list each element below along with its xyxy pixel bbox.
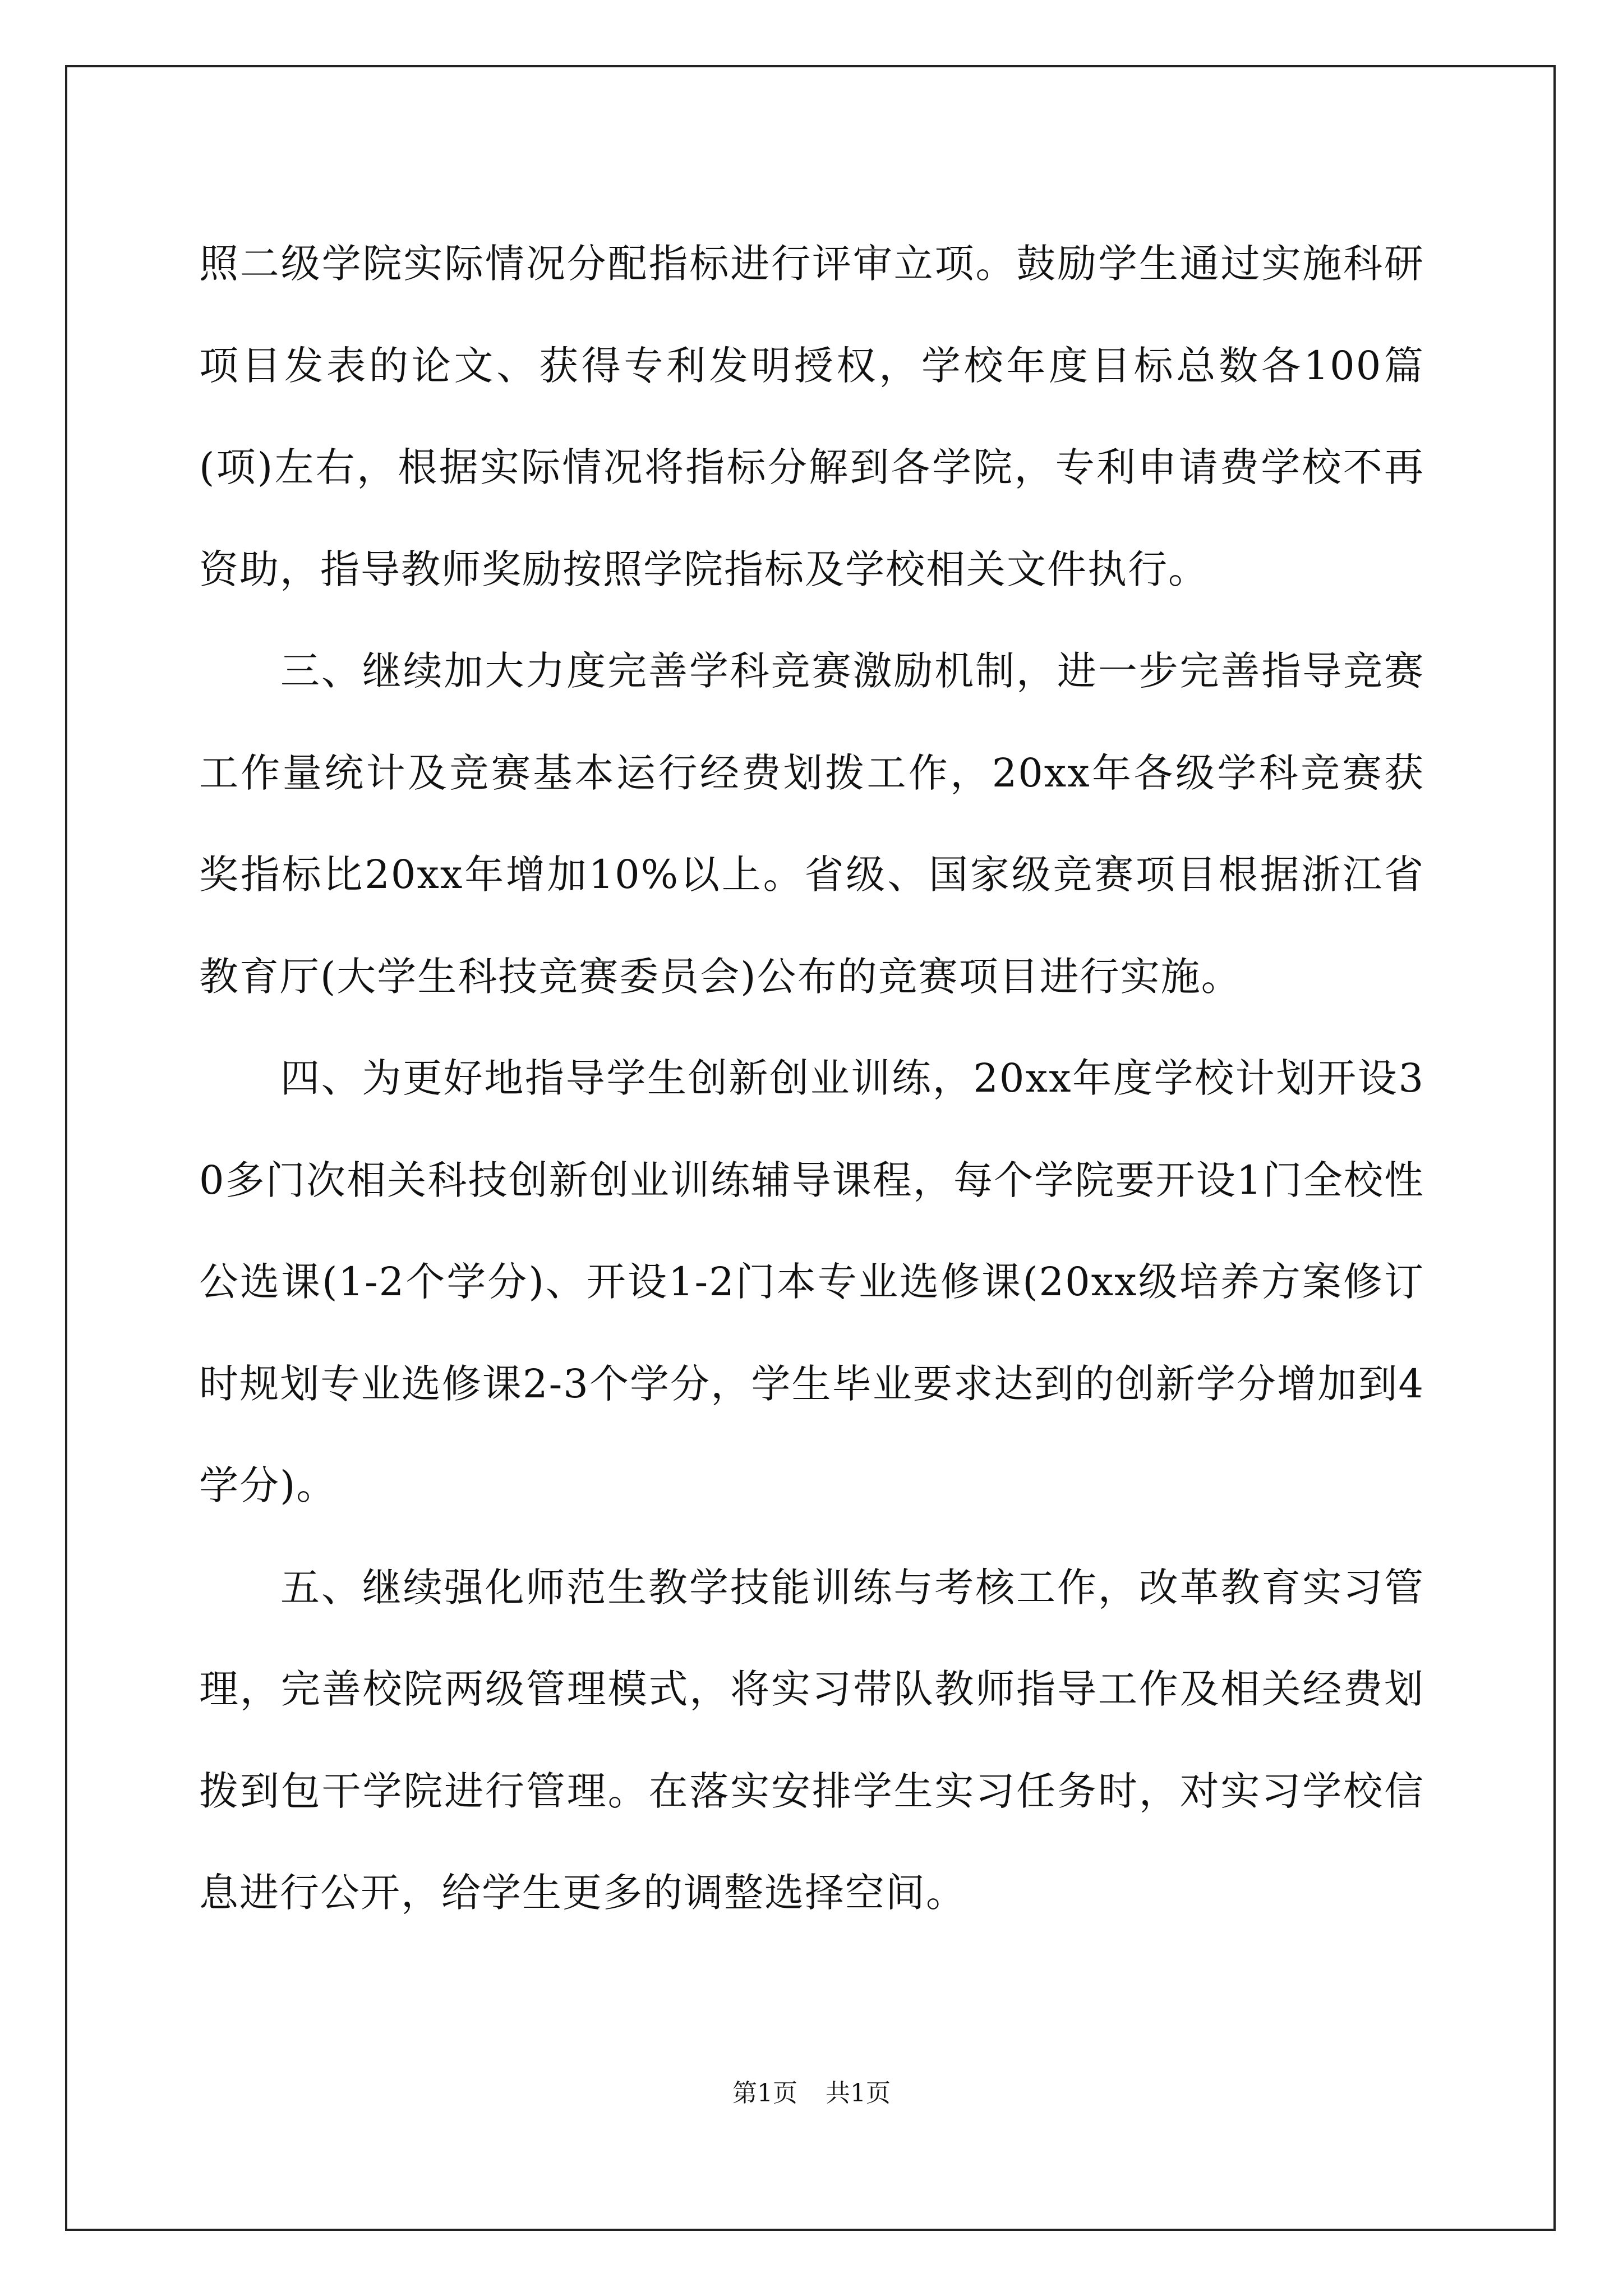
page-number: 第1页: [732, 2079, 797, 2108]
page-footer: [0, 2077, 1623, 2110]
document-body: [199, 213, 1424, 1944]
paragraph-section-five: 五、继续强化师范生教学技能训练与考核工作，改革教育实习管理，完善校院两级管理模式，将实习带队教师指导工作及相关经费划拨到包干学院进行管理。在落实安排学生实习任务时，对实习学校信息进行公开，给学生更多的调整选择空间。: [199, 1564, 1424, 1916]
paragraph-section-three: 三、继续加大力度完善学科竞赛激励机制，进一步完善指导竞赛工作量统计及竞赛基本运行经费划拨工作，20xx年各级学科竞赛获奖指标比20xx年增加10%以上。省级、国家级竞赛项目根据浙江省教育厅(大学生科技竞赛委员会)公布的竞赛项目进行实施。: [199, 648, 1424, 1000]
paragraph-section-four: 四、为更好地指导学生创新创业训练，20xx年度学校计划开设30多门次相关科技创新创业训练辅导课程，每个学院要开设1门全校性公选课(1-2个学分)、开设1-2门本专业选修课(20xx级培养方案修订时规划专业选修课2-3个学分，学生毕业要求达到的创新学分增加到4学分)。: [199, 1055, 1424, 1508]
paragraph-continuation: 照二级学院实际情况分配指标进行评审立项。鼓励学生通过实施科研项目发表的论文、获得专利发明授权，学校年度目标总数各100篇(项)左右，根据实际情况将指标分解到各学院，专利申请费学校不再资助，指导教师奖励按照学院指标及学校相关文件执行。: [199, 241, 1424, 592]
page-total: 共1页: [826, 2079, 891, 2108]
